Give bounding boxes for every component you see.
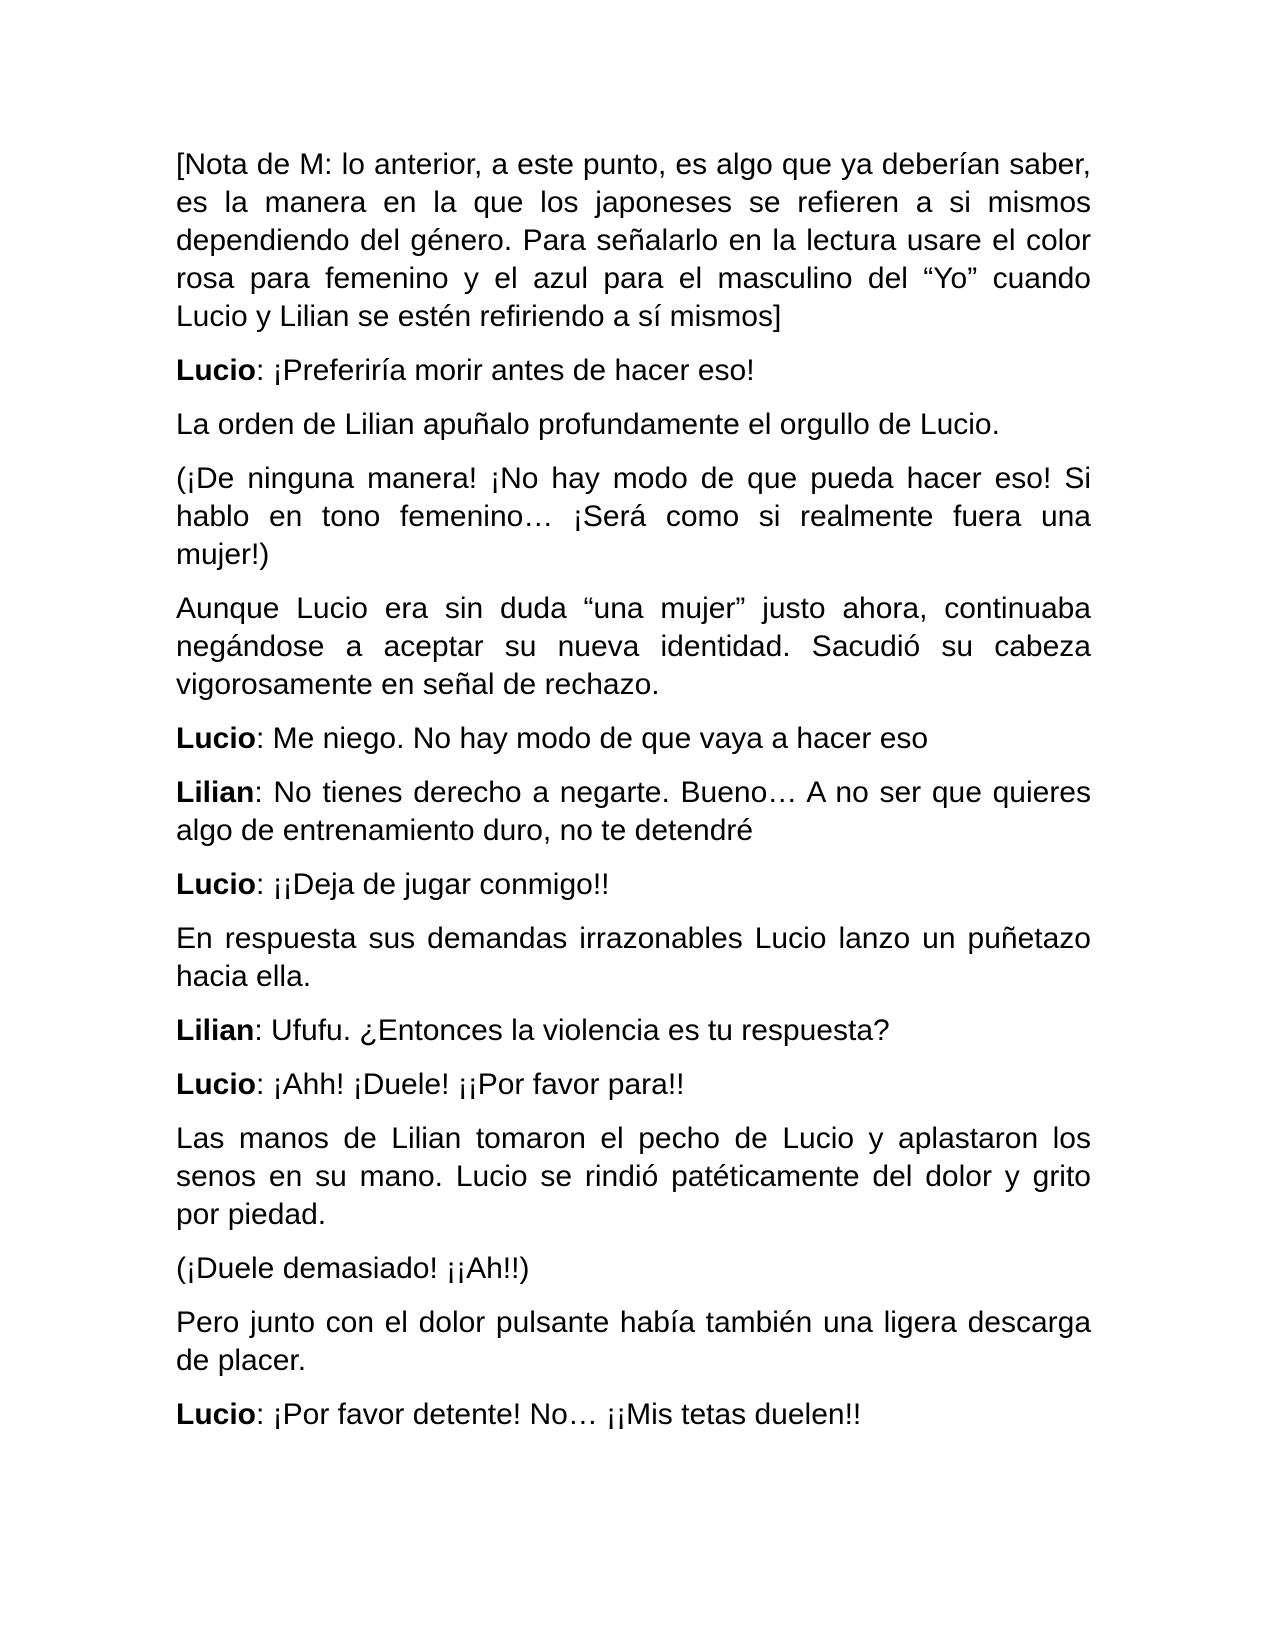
paragraph-text: [Nota de M: lo anterior, a este punto, es algo que ya deberían saber, es la manera en la que los japoneses se refieren a si mismos dependiendo del género. Para señalarlo en la lectura usare el color rosa para femenino y el azul para el masculino del “Yo” cuando Lucio y Lilian se estén refiriendo a sí mismos] [176,148,1091,333]
document-page [176,146,1091,1450]
speaker-name: Lucio [176,868,256,901]
dialogue-line [176,1066,1091,1104]
paragraph [176,406,1091,444]
paragraph [176,1120,1091,1234]
dialogue-text: : ¡Por favor detente! No… ¡¡Mis tetas duelen!! [256,1398,862,1431]
dialogue-line [176,720,1091,758]
dialogue-text: : No tienes derecho a negarte. Bueno… A no ser que quieres algo de entrenamiento duro, no te detendré [176,776,1091,847]
speaker-name: Lucio [176,1068,256,1101]
speaker-name: Lucio [176,354,256,387]
paragraph [176,1304,1091,1380]
dialogue-line [176,774,1091,850]
dialogue-text: : ¡Ahh! ¡Duele! ¡¡Por favor para!! [256,1068,685,1101]
speaker-name: Lucio [176,1398,256,1431]
dialogue-text: : Me niego. No hay modo de que vaya a hacer eso [256,722,929,755]
dialogue-text: : ¡Preferiría morir antes de hacer eso! [256,354,755,387]
dialogue-text: : Ufufu. ¿Entonces la violencia es tu respuesta? [254,1014,890,1047]
dialogue-text: : ¡¡Deja de jugar conmigo!! [256,868,610,901]
speaker-name: Lilian [176,776,255,809]
paragraph-text: (¡De ninguna manera! ¡No hay modo de que pueda hacer eso! Si hablo en tono femenino… ¡Será como si realmente fuera una mujer!) [176,462,1091,571]
dialogue-line [176,1396,1091,1434]
paragraph-text: La orden de Lilian apuñalo profundamente el orgullo de Lucio. [176,408,1000,441]
paragraph-text: (¡Duele demasiado! ¡¡Ah!!) [176,1252,530,1285]
paragraph-text: Las manos de Lilian tomaron el pecho de Lucio y aplastaron los senos en su mano. Lucio se rindió patéticamente del dolor y grito por piedad. [176,1122,1091,1231]
paragraph-text: Pero junto con el dolor pulsante había también una ligera descarga de placer. [176,1306,1091,1377]
paragraph-text: En respuesta sus demandas irrazonables Lucio lanzo un puñetazo hacia ella. [176,922,1091,993]
paragraph [176,590,1091,704]
dialogue-line [176,866,1091,904]
paragraph [176,920,1091,996]
speaker-name: Lucio [176,722,256,755]
paragraph-translator-note [176,146,1091,336]
dialogue-line [176,1012,1091,1050]
speaker-name: Lilian [176,1014,255,1047]
paragraph-thought [176,1250,1091,1288]
paragraph-text: Aunque Lucio era sin duda “una mujer” justo ahora, continuaba negándose a aceptar su nueva identidad. Sacudió su cabeza vigorosamente en señal de rechazo. [176,592,1091,701]
paragraph-thought [176,460,1091,574]
dialogue-line [176,352,1091,390]
